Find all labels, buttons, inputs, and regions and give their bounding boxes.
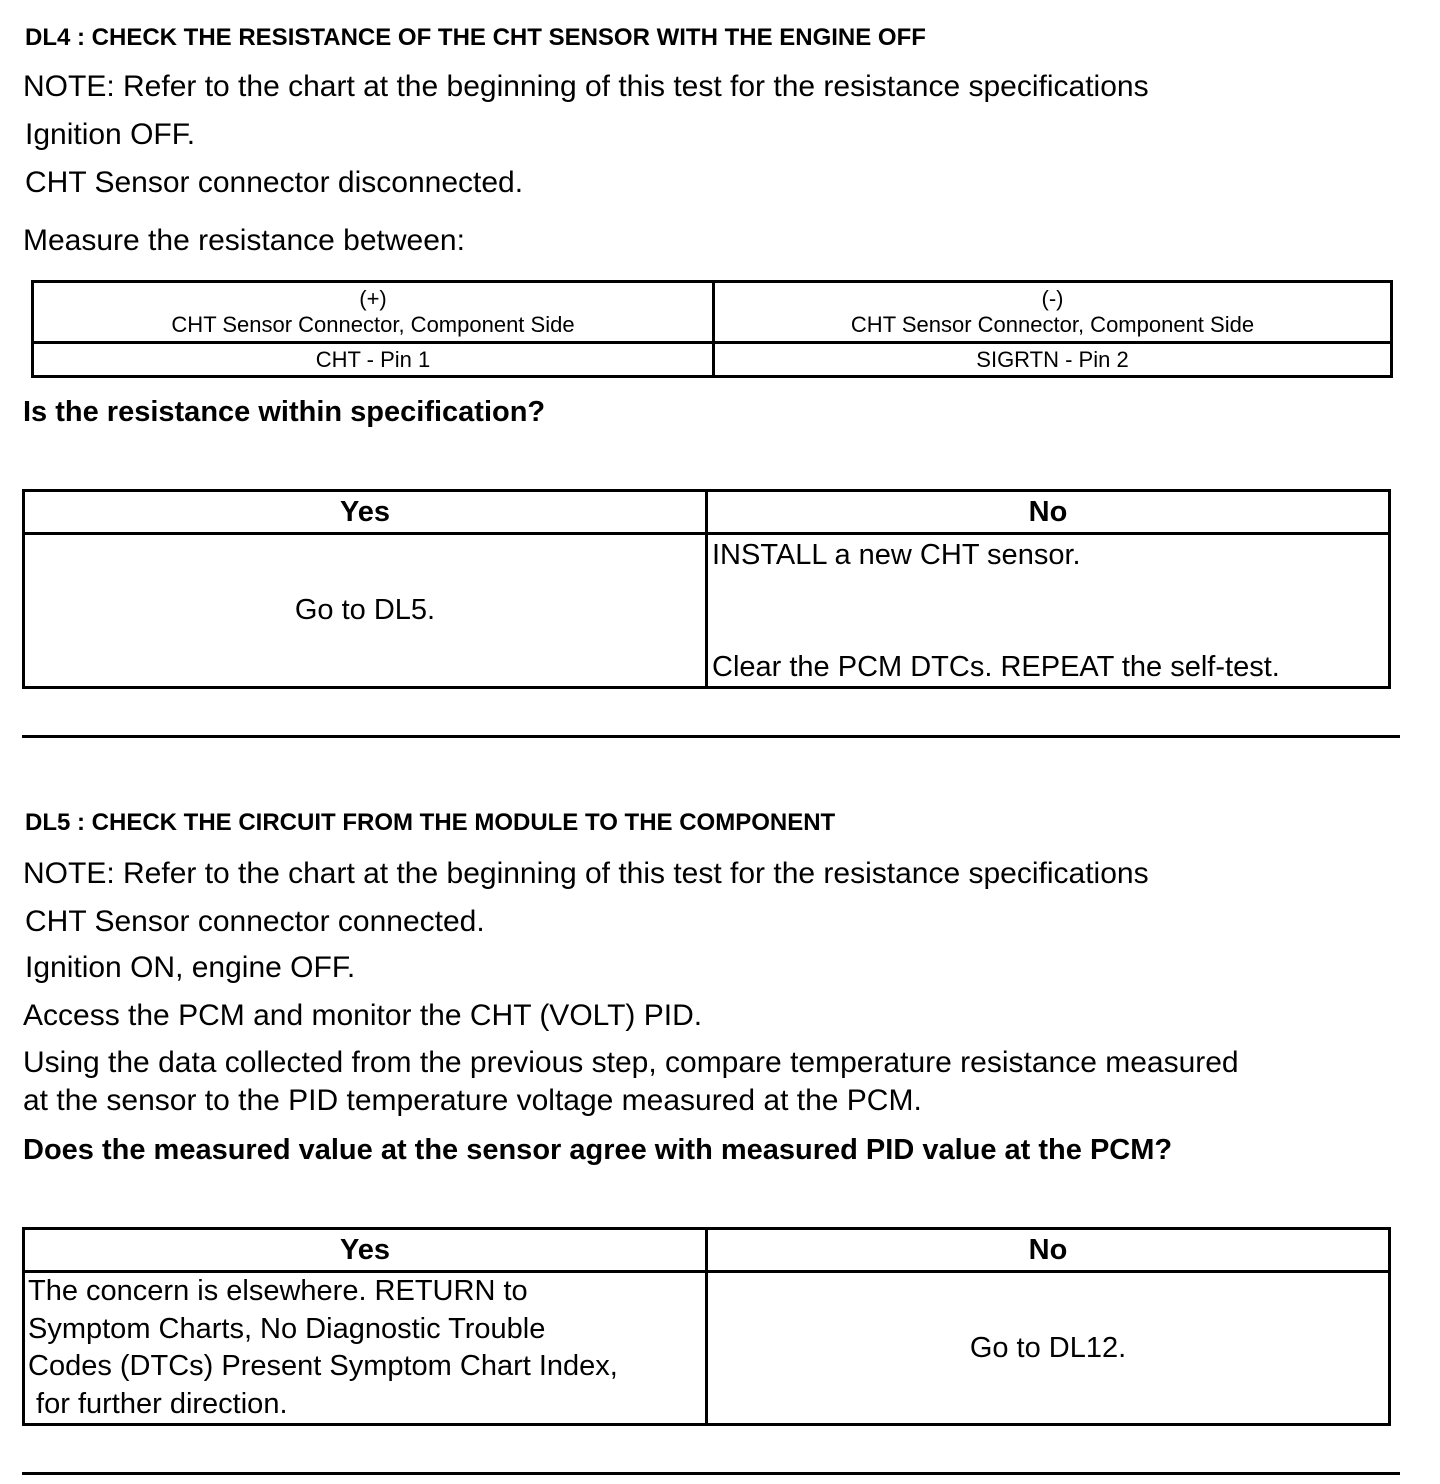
minus-header-cell: [714, 282, 1392, 343]
minus-value: SIGRTN - Pin 2: [714, 343, 1392, 377]
dl5-note: NOTE: Refer to the chart at the beginning of this test for the resistance specifications: [23, 857, 1149, 890]
dl5-heading: DL5 : CHECK THE CIRCUIT FROM THE MODULE TO THE COMPONENT: [25, 809, 836, 836]
measure-table: [31, 280, 1393, 378]
dl5-step: Ignition ON, engine OFF.: [25, 951, 356, 984]
dl4-heading: DL4 : CHECK THE RESISTANCE OF THE CHT SENSOR WITH THE ENGINE OFF: [25, 24, 926, 51]
plus-header: CHT Sensor Connector, Component Side: [171, 312, 575, 337]
no-cell: Go to DL12.: [707, 1272, 1390, 1425]
no-text-1: INSTALL a new CHT sensor.: [712, 539, 1081, 571]
yes-line: Symptom Charts, No Diagnostic Trouble: [28, 1312, 546, 1345]
dl4-note: NOTE: Refer to the chart at the beginning of this test for the resistance specifications: [23, 70, 1149, 103]
divider: [22, 735, 1400, 738]
yes-line: for further direction.: [28, 1387, 288, 1420]
dl4-step: CHT Sensor connector disconnected.: [25, 166, 524, 199]
yes-cell: [24, 1272, 707, 1425]
minus-symbol: (-): [1041, 286, 1064, 311]
dl5-answer-table: [22, 1227, 1391, 1426]
yes-header: Yes: [24, 1229, 707, 1272]
dl4-step: Measure the resistance between:: [23, 224, 465, 257]
dl4-answer-table: [22, 489, 1391, 689]
yes-line: The concern is elsewhere. RETURN to: [28, 1275, 528, 1307]
dl5-step: at the sensor to the PID temperature voltage measured at the PCM.: [23, 1084, 922, 1117]
yes-cell: Go to DL5.: [24, 534, 707, 688]
dl4-step: Ignition OFF.: [25, 118, 196, 151]
dl5-step: Using the data collected from the previous step, compare temperature resistance measured: [23, 1046, 1239, 1079]
no-header: No: [707, 491, 1390, 534]
no-text-2: Clear the PCM DTCs. REPEAT the self-test.: [712, 651, 1280, 683]
yes-header: Yes: [24, 491, 707, 534]
no-cell: [707, 534, 1390, 688]
divider: [22, 1472, 1400, 1475]
plus-value: CHT - Pin 1: [33, 343, 714, 377]
plus-symbol: (+): [359, 286, 387, 311]
plus-header-cell: [33, 282, 714, 343]
dl5-question: Does the measured value at the sensor agree with measured PID value at the PCM?: [23, 1134, 1173, 1166]
no-header: No: [707, 1229, 1390, 1272]
minus-header: CHT Sensor Connector, Component Side: [850, 312, 1255, 337]
dl5-step: Access the PCM and monitor the CHT (VOLT) PID.: [23, 999, 703, 1032]
dl4-question: Is the resistance within specification?: [23, 396, 546, 428]
dl5-step: CHT Sensor connector connected.: [25, 905, 485, 938]
yes-line: Codes (DTCs) Present Symptom Chart Index,: [28, 1350, 618, 1382]
